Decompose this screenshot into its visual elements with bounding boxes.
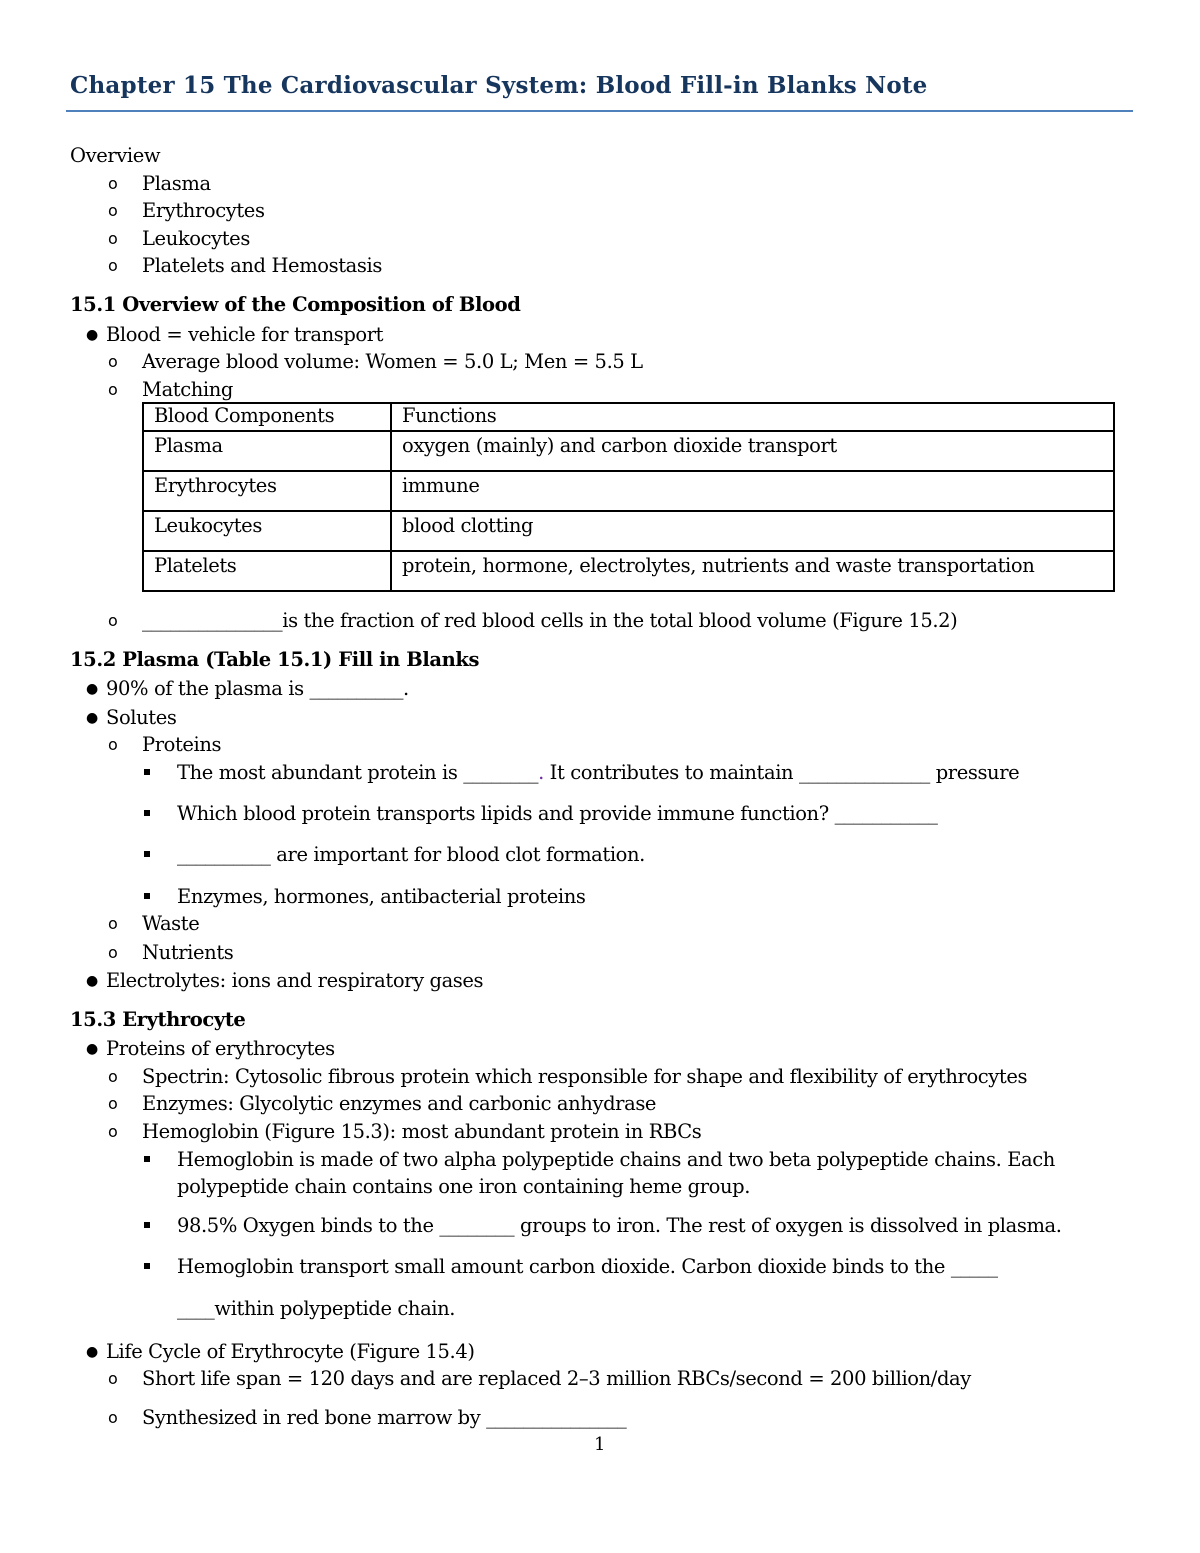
blank-text-a: The most abundant protein is ________	[177, 761, 539, 784]
circle-bullet-icon: o	[108, 1067, 118, 1086]
table-cell: Plasma	[143, 431, 391, 471]
circle-bullet-icon: o	[108, 201, 118, 220]
square-bullet-icon	[144, 851, 150, 857]
table-row	[143, 431, 1114, 471]
bullet-text: Blood = vehicle for transport	[106, 323, 384, 346]
circle-bullet-icon: o	[108, 1408, 118, 1427]
hemoglobin-structure-line1: Hemoglobin is made of two alpha polypeptide chains and two beta polypeptide chains. Each	[177, 1148, 1055, 1171]
table-cell: Leukocytes	[143, 511, 391, 551]
overview-item: Platelets and Hemostasis	[142, 254, 382, 277]
fibrinogen-blank: __________ are important for blood clot formation.	[177, 843, 645, 866]
table-row	[143, 551, 1114, 591]
circle-bullet-icon: o	[108, 380, 118, 399]
section-15-2-heading: 15.2 Plasma (Table 15.1) Fill in Blanks	[70, 648, 480, 671]
life-cycle-label: Life Cycle of Erythrocyte (Figure 15.4)	[106, 1340, 475, 1363]
dot-bullet-icon: ●	[86, 973, 99, 989]
circle-bullet-icon: o	[108, 735, 118, 754]
circle-bullet-icon: o	[108, 1369, 118, 1388]
dot-bullet-icon: ●	[86, 1041, 99, 1057]
spectrin-text: Spectrin: Cytosolic fibrous protein which responsible for shape and flexibility of erythrocytes	[142, 1065, 1028, 1088]
water-blank: 90% of the plasma is __________.	[106, 677, 409, 700]
table-header-cell: Functions	[391, 403, 1114, 431]
dot-bullet-icon: ●	[86, 1344, 99, 1360]
overview-item: Plasma	[142, 172, 211, 195]
waste-label: Waste	[142, 912, 200, 935]
blood-volume-text: Average blood volume: Women = 5.0 L; Men = 5.5 L	[142, 350, 643, 373]
oxygen-binding-blank: 98.5% Oxygen binds to the ________ groups to iron. The rest of oxygen is dissolved in plasma.	[177, 1214, 1062, 1237]
other-proteins-text: Enzymes, hormones, antibacterial proteins	[177, 885, 586, 908]
enzymes-text: Enzymes: Glycolytic enzymes and carbonic anhydrase	[142, 1092, 657, 1115]
electrolytes-text: Electrolytes: ions and respiratory gases	[106, 969, 484, 992]
circle-bullet-icon: o	[108, 256, 118, 275]
purple-period: .	[538, 761, 544, 784]
table-cell: oxygen (mainly) and carbon dioxide transport	[391, 431, 1114, 471]
co2-binding-blank-line2: ____within polypeptide chain.	[177, 1297, 456, 1320]
proteins-label: Proteins	[142, 733, 222, 756]
erythrocyte-proteins-label: Proteins of erythrocytes	[106, 1037, 335, 1060]
overview-item: Erythrocytes	[142, 199, 265, 222]
synthesis-blank: Synthesized in red bone marrow by _______________	[142, 1406, 627, 1429]
square-bullet-icon	[144, 810, 150, 816]
section-15-3-heading: 15.3 Erythrocyte	[70, 1008, 246, 1031]
overview-item: Leukocytes	[142, 227, 250, 250]
matching-label: Matching	[142, 378, 233, 401]
table-cell: blood clotting	[391, 511, 1114, 551]
table-cell: Platelets	[143, 551, 391, 591]
co2-binding-blank-line1: Hemoglobin transport small amount carbon dioxide. Carbon dioxide binds to the _____	[177, 1255, 998, 1278]
square-bullet-icon	[144, 1222, 150, 1228]
table-row	[143, 471, 1114, 511]
circle-bullet-icon: o	[108, 229, 118, 248]
table-cell: protein, hormone, electrolytes, nutrients and waste transportation	[391, 551, 1114, 591]
document-title: Chapter 15 The Cardiovascular System: Blood Fill-in Blanks Note	[70, 72, 928, 99]
page-number: 1	[594, 1434, 606, 1455]
square-bullet-icon	[144, 769, 150, 775]
hematocrit-blank: _______________is the fraction of red blood cells in the total blood volume (Figure 15.2)	[142, 609, 958, 632]
circle-bullet-icon: o	[108, 1122, 118, 1141]
nutrients-label: Nutrients	[142, 941, 234, 964]
hemoglobin-structure-line2: polypeptide chain contains one iron containing heme group.	[177, 1175, 751, 1198]
globulin-blank: Which blood protein transports lipids and provide immune function? ___________	[177, 802, 938, 825]
albumin-blank	[177, 761, 1019, 785]
circle-bullet-icon: o	[108, 352, 118, 371]
circle-bullet-icon: o	[108, 174, 118, 193]
table-header-row	[143, 403, 1114, 431]
table-row	[143, 511, 1114, 551]
table-cell: Erythrocytes	[143, 471, 391, 511]
circle-bullet-icon: o	[108, 914, 118, 933]
solutes-label: Solutes	[106, 706, 177, 729]
dot-bullet-icon: ●	[86, 327, 99, 343]
hemoglobin-text: Hemoglobin (Figure 15.3): most abundant protein in RBCs	[142, 1120, 702, 1143]
square-bullet-icon	[144, 893, 150, 899]
circle-bullet-icon: o	[108, 943, 118, 962]
section-15-1-heading: 15.1 Overview of the Composition of Blood	[70, 293, 521, 316]
overview-heading: Overview	[70, 144, 161, 167]
life-span-text: Short life span = 120 days and are replaced 2–3 million RBCs/second = 200 billion/day	[142, 1367, 971, 1390]
square-bullet-icon	[144, 1156, 150, 1162]
dot-bullet-icon: ●	[86, 710, 99, 726]
blank-text-b: It contributes to maintain ______________ pressure	[543, 761, 1020, 784]
circle-bullet-icon: o	[108, 611, 118, 630]
dot-bullet-icon: ●	[86, 681, 99, 697]
title-underline	[66, 110, 1133, 112]
table-cell: immune	[391, 471, 1114, 511]
circle-bullet-icon: o	[108, 1094, 118, 1113]
table-header-cell: Blood Components	[143, 403, 391, 431]
square-bullet-icon	[144, 1263, 150, 1269]
matching-table	[142, 402, 1115, 592]
